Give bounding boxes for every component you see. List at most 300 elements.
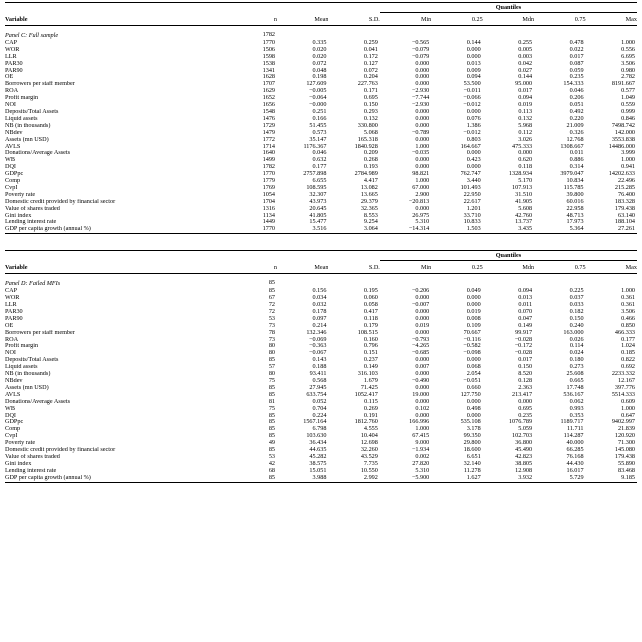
- n-value: 85: [268, 412, 275, 419]
- n-value: 1656: [262, 102, 275, 109]
- median-value: 3.932: [518, 474, 533, 481]
- q25-value: 3.440: [466, 178, 481, 185]
- n-value: 1499: [262, 157, 275, 164]
- q25-value: −0.116: [463, 336, 481, 343]
- sd-value: 0.268: [363, 157, 378, 164]
- q25-value: 6.651: [466, 453, 481, 460]
- max-value: 14202.633: [608, 171, 636, 178]
- table-row: [5, 123, 637, 130]
- mean-value: 32.307: [309, 191, 327, 198]
- n-value: 1714: [262, 143, 275, 150]
- median-value: 0.094: [518, 95, 533, 102]
- sd-value: 0.150: [363, 102, 378, 109]
- q75-value: 0.478: [569, 39, 584, 46]
- max-value: 5514.333: [611, 391, 636, 398]
- q75-value: 5.729: [569, 474, 584, 481]
- variable-name: Value of shares traded: [5, 453, 60, 460]
- median-value: 0.003: [518, 53, 533, 60]
- max-value: 145.080: [614, 447, 636, 454]
- min-value: −0.685: [411, 350, 430, 357]
- sd-value: 1.679: [363, 377, 378, 384]
- n-value: 75: [268, 377, 275, 384]
- mean-value: 0.178: [312, 308, 327, 315]
- mean-value: 0.048: [312, 67, 327, 74]
- header-sd: S.D.: [368, 264, 380, 272]
- max-value: 0.647: [621, 412, 636, 419]
- sd-value: 4.555: [363, 426, 378, 433]
- median-value: 0.118: [518, 164, 533, 171]
- mean-value: 0.143: [312, 357, 327, 364]
- median-value: 0.149: [518, 322, 533, 329]
- header-min: Min: [420, 16, 432, 24]
- sd-value: 0.149: [363, 364, 378, 371]
- q25-value: 0.000: [466, 357, 481, 364]
- median-value: 0.027: [518, 67, 533, 74]
- median-value: 0.235: [518, 412, 533, 419]
- quantiles-header: Quantiles: [380, 251, 637, 261]
- median-value: 0.150: [518, 364, 533, 371]
- mean-value: 2757.898: [303, 171, 327, 178]
- variable-name: Lending interest rate: [5, 219, 57, 226]
- min-value: 0.000: [415, 398, 430, 405]
- q75-value: 0.087: [569, 60, 584, 67]
- table-row: [5, 406, 637, 413]
- mean-value: −0.067: [309, 350, 327, 357]
- q75-value: 40.000: [566, 440, 584, 447]
- variable-name: WB: [5, 157, 15, 164]
- q75-value: 0.235: [569, 74, 584, 81]
- min-value: −0.007: [411, 302, 430, 308]
- table-row: [5, 447, 637, 454]
- mean-value: 15.051: [309, 467, 327, 474]
- mean-value: 6.798: [312, 426, 327, 433]
- median-value: −0.172: [514, 343, 533, 350]
- max-value: 3.506: [621, 308, 636, 315]
- mean-value: 0.568: [312, 377, 327, 384]
- n-value: 85: [268, 447, 275, 454]
- q75-value: 0.024: [569, 350, 584, 357]
- header-max: Max: [625, 264, 638, 272]
- variable-name: GDPpc: [5, 171, 24, 178]
- q75-value: 12.768: [566, 136, 584, 143]
- sd-value: 1052.417: [354, 391, 378, 398]
- n-value: 53: [268, 453, 275, 460]
- n-value: 80: [268, 350, 275, 357]
- variable-name: Borrowers per staff member: [5, 81, 75, 88]
- q25-value: 1.627: [466, 474, 481, 481]
- variable-name: PAR90: [5, 315, 23, 322]
- median-value: 8.520: [518, 371, 533, 378]
- max-value: 179.438: [614, 453, 636, 460]
- q75-value: 114.287: [563, 433, 584, 440]
- variable-name: NBdev: [5, 129, 23, 136]
- variable-name: Domestic credit provided by financial sector: [5, 198, 116, 205]
- table-row: [5, 164, 637, 171]
- max-value: 76.400: [618, 191, 636, 198]
- table-row: [5, 47, 637, 54]
- variable-name: Gini index: [5, 212, 32, 219]
- median-value: 0.000: [518, 398, 533, 405]
- mean-value: 103.630: [306, 433, 327, 440]
- median-value: 12.908: [515, 467, 533, 474]
- min-value: 67.415: [412, 433, 430, 440]
- sd-value: 43.529: [360, 453, 378, 460]
- min-value: 5.310: [415, 467, 430, 474]
- mean-value: 0.046: [312, 150, 327, 157]
- q75-value: 0.026: [569, 336, 584, 343]
- q25-value: 0.094: [466, 74, 481, 81]
- min-value: 0.000: [415, 371, 430, 378]
- min-value: 98.821: [412, 171, 430, 178]
- min-value: 0.000: [415, 329, 430, 336]
- median-value: 99.917: [515, 329, 533, 336]
- median-value: 42.823: [515, 453, 533, 460]
- sd-value: 0.127: [363, 60, 378, 67]
- header-sd: S.D.: [368, 16, 380, 24]
- table-row: [5, 81, 637, 88]
- q25-value: 0.000: [466, 412, 481, 419]
- table-row: [5, 144, 637, 151]
- q25-value: 0.498: [466, 405, 481, 412]
- median-value: 5.968: [518, 122, 533, 129]
- variable-name: WB: [5, 405, 15, 412]
- variable-name: WOR: [5, 46, 20, 53]
- mean-value: 45.282: [309, 453, 327, 460]
- median-value: 0.695: [518, 405, 533, 412]
- sd-value: 0.209: [363, 150, 378, 157]
- sd-value: 32.260: [360, 447, 378, 454]
- n-value: 75: [268, 405, 275, 412]
- sd-value: 0.160: [363, 336, 378, 343]
- mean-value: 0.704: [312, 405, 327, 412]
- q25-value: 33.710: [463, 212, 481, 219]
- max-value: 0.692: [621, 364, 636, 371]
- n-value: 1449: [262, 219, 275, 226]
- max-value: 215.285: [614, 184, 636, 191]
- table-row: [5, 61, 637, 68]
- min-value: −0.490: [411, 377, 430, 384]
- sd-value: 10.550: [360, 467, 378, 474]
- table-row: [5, 226, 637, 233]
- sd-value: 0.171: [363, 88, 378, 95]
- q75-value: 0.225: [569, 288, 584, 295]
- table-row: [5, 468, 637, 475]
- sd-value: 0.132: [363, 115, 378, 122]
- n-value: 1729: [262, 122, 275, 129]
- max-value: 1.000: [621, 288, 636, 295]
- variable-name: Profit margin: [5, 95, 39, 102]
- table-row: [5, 385, 637, 392]
- q75-value: 22.958: [566, 205, 584, 212]
- max-value: 1.000: [621, 157, 636, 164]
- median-value: 0.144: [518, 74, 533, 81]
- variable-name: Liquid assets: [5, 364, 38, 371]
- sd-value: 9.254: [363, 219, 378, 226]
- median-value: 0.070: [518, 308, 533, 315]
- max-value: 0.609: [621, 398, 636, 405]
- q25-value: 1.201: [466, 205, 481, 212]
- sd-value: 165.318: [357, 136, 378, 143]
- sd-value: 0.269: [363, 405, 378, 412]
- median-value: 0.255: [518, 39, 533, 46]
- variable-name: Assets (mn USD): [5, 136, 49, 143]
- sd-value: 7.735: [363, 460, 378, 467]
- q75-value: 66.285: [566, 447, 584, 454]
- mean-value: 43.973: [309, 198, 327, 205]
- median-value: 0.094: [518, 288, 533, 295]
- table-row: [5, 364, 637, 371]
- q75-value: 0.206: [569, 95, 584, 102]
- mean-value: 41.805: [309, 212, 327, 219]
- median-value: 0.019: [518, 102, 533, 109]
- median-value: 0.112: [518, 129, 533, 136]
- q75-value: 0.180: [569, 357, 584, 364]
- sd-value: 12.698: [360, 440, 378, 447]
- sd-value: 0.695: [363, 95, 378, 102]
- n-value: 68: [268, 467, 275, 474]
- min-value: 2.900: [415, 191, 430, 198]
- sd-value: 0.237: [363, 357, 378, 364]
- q75-value: 0.022: [569, 46, 584, 53]
- table-row: [5, 371, 637, 378]
- n-value: 1479: [262, 129, 275, 136]
- min-value: 0.000: [415, 412, 430, 419]
- n-value: 1548: [262, 108, 275, 115]
- sd-value: 0.193: [363, 164, 378, 171]
- table-row: [5, 130, 637, 137]
- variable-name: NB (in thousands): [5, 371, 51, 378]
- n-value: 85: [268, 426, 275, 433]
- n-value: 42: [268, 460, 275, 467]
- panel-c-body: [5, 26, 637, 234]
- max-value: 27.261: [618, 226, 636, 233]
- q25-value: −0.582: [463, 343, 481, 350]
- sd-value: 2784.989: [354, 171, 378, 178]
- table-row: [5, 461, 637, 468]
- n-value: 1704: [262, 198, 275, 205]
- variable-name: Deposits/Total Assets: [5, 357, 59, 364]
- min-value: 0.000: [415, 108, 430, 115]
- table-row: [5, 171, 637, 178]
- min-value: 5.310: [415, 219, 430, 226]
- q75-value: 0.150: [569, 315, 584, 322]
- mean-value: 0.097: [312, 315, 327, 322]
- header-mdn: Mdn: [522, 16, 535, 24]
- variable-name: Liquid assets: [5, 115, 38, 122]
- min-value: 0.102: [415, 405, 430, 412]
- median-value: 0.017: [518, 88, 533, 95]
- q25-value: 101.493: [460, 184, 481, 191]
- median-value: 213.417: [512, 391, 533, 398]
- table-row: [5, 350, 637, 357]
- q25-value: 53.500: [463, 81, 481, 88]
- table-row: [5, 357, 637, 364]
- header-q75: 0.75: [574, 16, 586, 24]
- variable-name: Gini index: [5, 460, 32, 467]
- table-row: [5, 419, 637, 426]
- header-variable: Variable: [5, 16, 28, 24]
- q25-value: −0.012: [463, 129, 481, 136]
- sd-value: 0.060: [363, 295, 378, 302]
- q25-value: 0.803: [466, 136, 481, 143]
- max-value: 12.167: [618, 377, 636, 384]
- q25-value: −0.012: [463, 102, 481, 109]
- table-row: [5, 426, 637, 433]
- panel-c-title: Panel C: Full sample: [5, 32, 59, 39]
- q25-value: 0.076: [466, 115, 481, 122]
- mean-value: 44.635: [309, 447, 327, 454]
- variable-name: Donations/Average Assets: [5, 150, 71, 157]
- median-value: 41.905: [515, 198, 533, 205]
- max-value: 120.920: [614, 433, 636, 440]
- n-value: 85: [268, 288, 275, 295]
- min-value: −0.079: [411, 46, 430, 53]
- n-value: 1782: [262, 164, 275, 171]
- table-row: [5, 413, 637, 420]
- q25-value: 127.750: [460, 391, 481, 398]
- q75-value: 0.051: [569, 102, 584, 109]
- header-n: n: [273, 16, 277, 24]
- variable-name: CvpI: [5, 184, 18, 191]
- max-value: 22.496: [618, 178, 636, 185]
- median-value: 36.800: [515, 440, 533, 447]
- median-value: 3.026: [518, 136, 533, 143]
- n-value: 85: [268, 474, 275, 481]
- mean-value: 3.516: [312, 226, 327, 233]
- q75-value: 0.182: [569, 308, 584, 315]
- table-row: [5, 323, 637, 330]
- header-variable: Variable: [5, 264, 28, 272]
- median-value: 0.005: [518, 46, 533, 53]
- q25-value: 99.350: [463, 433, 481, 440]
- mean-value: 108.595: [306, 184, 327, 191]
- n-value: 80: [268, 343, 275, 350]
- variable-name: GDP per capita growth (annual %): [5, 474, 91, 481]
- max-value: 2233.332: [611, 371, 636, 378]
- sd-value: 13.082: [360, 184, 378, 191]
- header-q75: 0.75: [574, 264, 586, 272]
- q25-value: 0.660: [466, 384, 481, 391]
- table-row: [5, 68, 637, 75]
- table-row: [5, 440, 637, 447]
- q75-value: 0.273: [569, 364, 584, 371]
- max-value: 0.850: [621, 322, 636, 329]
- sd-value: 0.041: [363, 46, 378, 53]
- mean-value: 0.052: [312, 398, 327, 405]
- variable-name: NOI: [5, 350, 16, 357]
- q75-value: 0.059: [569, 67, 584, 74]
- q75-value: 0.011: [569, 150, 584, 157]
- table-row: [5, 213, 637, 220]
- max-value: 8191.667: [611, 81, 636, 88]
- min-value: 0.000: [415, 60, 430, 67]
- n-value: 1770: [262, 226, 275, 233]
- min-value: 1.000: [415, 143, 430, 150]
- table-row: [5, 54, 637, 61]
- variable-name: Borrowers per staff member: [5, 329, 75, 336]
- mean-value: 20.645: [309, 205, 327, 212]
- q75-value: 60.016: [566, 198, 584, 205]
- min-value: 0.000: [415, 67, 430, 74]
- median-value: 1328.934: [508, 171, 533, 178]
- sd-value: 330.800: [357, 122, 378, 129]
- mean-value: 0.072: [312, 60, 327, 67]
- variable-name: Lending interest rate: [5, 467, 57, 474]
- q75-value: 1308.667: [560, 143, 584, 150]
- panel-c-total-n: 1782: [262, 31, 275, 38]
- quantiles-header: Quantiles: [380, 3, 637, 13]
- n-value: 1628: [262, 74, 275, 81]
- table-row: [5, 475, 637, 482]
- mean-value: −0.064: [309, 95, 327, 102]
- sd-value: 0.172: [363, 53, 378, 60]
- n-value: 1772: [262, 136, 275, 143]
- variable-name: OE: [5, 74, 14, 81]
- q75-value: 44.430: [566, 460, 584, 467]
- max-value: 0.559: [621, 102, 636, 109]
- max-value: 71.300: [618, 440, 636, 447]
- max-value: 9.185: [621, 474, 636, 481]
- table-row: [5, 199, 637, 206]
- min-value: 0.000: [415, 295, 430, 302]
- sd-value: 13.665: [360, 191, 378, 198]
- min-value: 0.019: [415, 322, 430, 329]
- min-value: −2.930: [411, 102, 430, 109]
- header-mean: Mean: [314, 264, 329, 272]
- mean-value: 6.655: [312, 178, 327, 185]
- min-value: −0.079: [411, 53, 430, 60]
- max-value: 7498.742: [611, 122, 636, 129]
- median-value: 475.333: [512, 143, 533, 150]
- n-value: 1652: [262, 95, 275, 102]
- n-value: 57: [268, 364, 275, 371]
- mean-value: 0.020: [312, 53, 327, 60]
- q75-value: 0.326: [569, 129, 584, 136]
- n-value: 85: [268, 433, 275, 440]
- n-value: 67: [268, 295, 275, 302]
- q75-value: 11.711: [566, 426, 584, 433]
- median-value: 5.170: [518, 178, 533, 185]
- n-value: 1640: [262, 150, 275, 157]
- q25-value: 0.009: [466, 67, 481, 74]
- mean-value: 0.214: [312, 322, 327, 329]
- sd-value: 316.103: [357, 371, 378, 378]
- panel-d-table: [5, 250, 637, 482]
- table-row: [5, 309, 637, 316]
- max-value: 0.941: [621, 164, 636, 171]
- median-value: 95.000: [515, 81, 533, 88]
- n-value: 85: [268, 391, 275, 398]
- sd-value: 10.404: [360, 433, 378, 440]
- mean-value: 127.609: [306, 81, 327, 88]
- q25-value: 762.747: [460, 171, 481, 178]
- q25-value: 0.000: [466, 295, 481, 302]
- table-row: [5, 337, 637, 344]
- median-value: 5.059: [518, 426, 533, 433]
- min-value: −7.744: [411, 95, 430, 102]
- q25-value: −0.051: [463, 377, 481, 384]
- max-value: 0.177: [621, 336, 636, 343]
- q75-value: 536.167: [563, 391, 584, 398]
- variable-name: CvpI: [5, 433, 18, 440]
- variable-name: LLR: [5, 53, 17, 60]
- min-value: 166.996: [409, 419, 430, 426]
- table-row: [5, 392, 637, 399]
- panel-d-total-n: 85: [268, 279, 275, 287]
- mean-value: 38.575: [309, 460, 327, 467]
- n-value: 1134: [262, 212, 275, 219]
- variable-name: AVLS: [5, 143, 21, 150]
